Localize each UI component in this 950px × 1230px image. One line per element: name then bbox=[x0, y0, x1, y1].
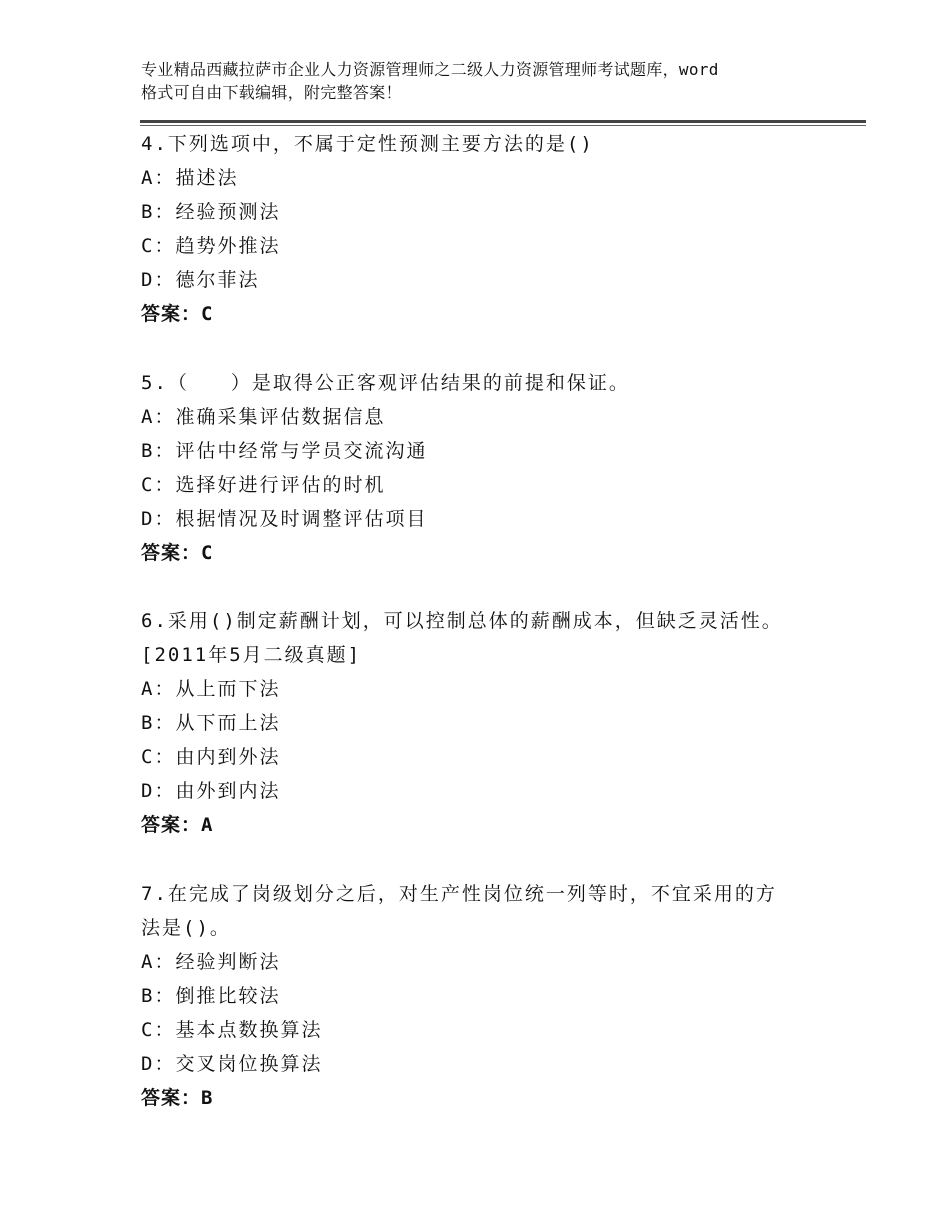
option-c: C：选择好进行评估的时机 bbox=[141, 474, 386, 496]
answer-label: 答案： bbox=[141, 814, 202, 836]
header-line-1: 专业精品西藏拉萨市企业人力资源管理师之二级人力资源管理师考试题库，word bbox=[141, 60, 719, 79]
option-d: D：德尔菲法 bbox=[141, 269, 260, 291]
question-stem-continued: [2011年5月二级真题] bbox=[141, 644, 362, 666]
option-d: D：交叉岗位换算法 bbox=[141, 1053, 323, 1075]
option-c: C：趋势外推法 bbox=[141, 235, 281, 257]
option-a: A：准确采集评估数据信息 bbox=[141, 406, 386, 428]
answer-line bbox=[141, 536, 821, 570]
question-stem: 6.采用()制定薪酬计划，可以控制总体的薪酬成本，但缺乏灵活性。 bbox=[141, 610, 783, 632]
answer-label: 答案： bbox=[141, 1087, 202, 1109]
header-line-2: 格式可自由下载编辑，附完整答案！ bbox=[141, 83, 402, 102]
answer-value: A bbox=[201, 814, 214, 836]
question-4 bbox=[141, 127, 821, 331]
option-c: C：基本点数换算法 bbox=[141, 1019, 323, 1041]
document-header bbox=[141, 58, 821, 104]
question-stem: 7.在完成了岗级划分之后，对生产性岗位统一列等时，不宜采用的方 bbox=[141, 883, 777, 905]
answer-line bbox=[141, 808, 821, 842]
option-b: B：从下而上法 bbox=[141, 712, 281, 734]
answer-value: B bbox=[201, 1087, 214, 1109]
question-stem-continued: 法是()。 bbox=[141, 917, 231, 939]
option-a: A：从上而下法 bbox=[141, 678, 281, 700]
answer-value: C bbox=[201, 542, 214, 564]
option-b: B：评估中经常与学员交流沟通 bbox=[141, 440, 428, 462]
header-divider-thick bbox=[140, 120, 866, 123]
answer-value: C bbox=[201, 303, 214, 325]
question-6 bbox=[141, 604, 821, 842]
option-d: D：根据情况及时调整评估项目 bbox=[141, 508, 428, 530]
question-stem: 4.下列选项中，不属于定性预测主要方法的是() bbox=[141, 133, 594, 155]
question-7 bbox=[141, 877, 821, 1115]
option-a: A：经验判断法 bbox=[141, 951, 281, 973]
question-5 bbox=[141, 366, 821, 570]
answer-line bbox=[141, 297, 821, 331]
answer-label: 答案： bbox=[141, 542, 202, 564]
option-b: B：倒推比较法 bbox=[141, 985, 281, 1007]
option-a: A：描述法 bbox=[141, 167, 239, 189]
option-b: B：经验预测法 bbox=[141, 201, 281, 223]
option-d: D：由外到内法 bbox=[141, 780, 281, 802]
answer-label: 答案： bbox=[141, 303, 202, 325]
option-c: C：由内到外法 bbox=[141, 746, 281, 768]
answer-line bbox=[141, 1081, 821, 1115]
question-stem: 5.（ ）是取得公正客观评估结果的前提和保证。 bbox=[141, 372, 630, 394]
header-divider-thin bbox=[140, 125, 866, 126]
